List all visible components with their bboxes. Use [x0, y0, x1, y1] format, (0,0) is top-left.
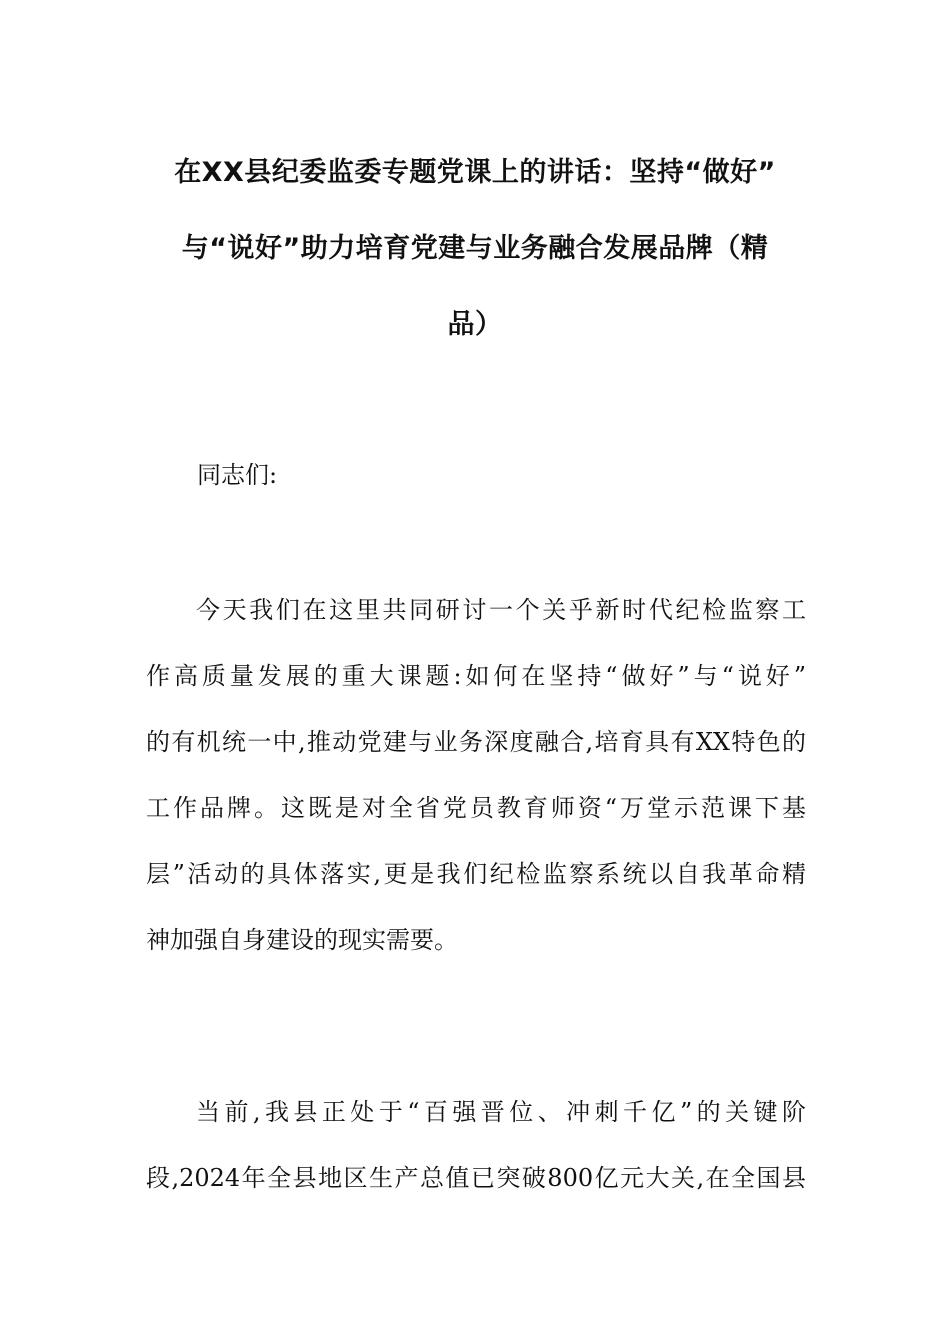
paragraph-line: 工作品牌。这既是对全省党员教育师资“万堂示范课下基: [146, 794, 806, 822]
paragraph-context: [146, 1092, 806, 1224]
paragraph-line: 段,2024年全县地区生产总值已突破800亿元大关,在全国县: [146, 1164, 806, 1192]
paragraph-line: 层”活动的具体落实,更是我们纪检监察系统以自我革命精: [146, 860, 806, 888]
title-line: 与“说好”助力培育党建与业务融合发展品牌（精: [181, 233, 769, 264]
document-title: [140, 135, 810, 363]
paragraph-intro: [146, 590, 806, 986]
paragraph-line: 作高质量发展的重大课题:如何在坚持“做好”与“说好”: [146, 662, 806, 690]
paragraph-line: 的有机统一中,推动党建与业务深度融合,培育具有XX特色的: [146, 728, 806, 756]
salutation: 同志们:: [197, 461, 278, 489]
paragraph-line: 神加强自身建设的现实需要。: [146, 926, 458, 954]
title-line: 品）: [447, 309, 503, 340]
paragraph-line: 当前,我县正处于“百强晋位、冲刺千亿”的关键阶: [196, 1098, 806, 1126]
title-line: 在XX县纪委监委专题党课上的讲话：坚持“做好”: [174, 157, 776, 188]
paragraph-line: 今天我们在这里共同研讨一个关乎新时代纪检监察工: [196, 596, 806, 624]
